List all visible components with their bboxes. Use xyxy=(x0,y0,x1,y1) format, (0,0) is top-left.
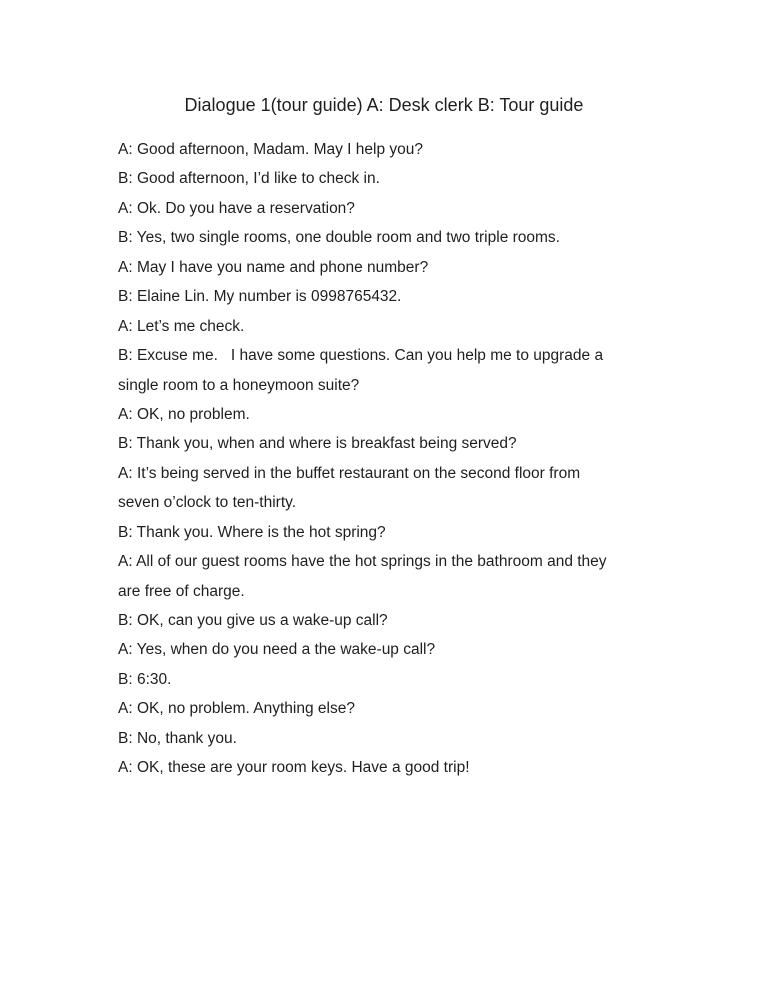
dialogue-line: B: 6:30. xyxy=(118,670,172,688)
dialogue-line: B: Excuse me. I have some questions. Can you help me to upgrade a xyxy=(118,347,604,365)
dialogue-line: B: Elaine Lin. My number is 0998765432. xyxy=(118,288,402,306)
dialogue-line: A: OK, no problem. xyxy=(118,405,250,423)
dialogue-body xyxy=(118,135,672,783)
dialogue-line: B: Thank you, when and where is breakfast being served? xyxy=(118,435,517,453)
dialogue-line: B: OK, can you give us a wake-up call? xyxy=(118,612,388,629)
dialogue-line: A: All of our guest rooms have the hot springs in the bathroom and they xyxy=(118,553,607,571)
dialogue-line: single room to a honeymoon suite? xyxy=(118,376,360,394)
dialogue-line: A: May I have you name and phone number? xyxy=(118,258,429,276)
document-title: Dialogue 1(tour guide) A: Desk clerk B: Tour guide xyxy=(184,95,584,115)
dialogue-line: A: Let’s me check. xyxy=(118,317,245,335)
dialogue-line: B: Thank you. Where is the hot spring? xyxy=(118,523,386,541)
dialogue-line: A: OK, these are your room keys. Have a good trip! xyxy=(118,759,470,777)
dialogue-line: A: OK, no problem. Anything else? xyxy=(118,700,355,718)
dialogue-line: A: Ok. Do you have a reservation? xyxy=(118,199,355,217)
dialogue-line: B: Yes, two single rooms, one double room and two triple rooms. xyxy=(118,229,560,247)
dialogue-line: B: Good afternoon, I’d like to check in. xyxy=(118,170,380,188)
dialogue-line: A: It’s being served in the buffet restaurant on the second floor from xyxy=(118,464,581,482)
dialogue-line: B: No, thank you. xyxy=(118,729,237,747)
dialogue-line: A: Good afternoon, Madam. May I help you? xyxy=(118,141,424,158)
dialogue-line: A: Yes, when do you need a the wake-up call? xyxy=(118,641,436,659)
dialogue-line: seven o’clock to ten-thirty. xyxy=(118,494,297,512)
dialogue-line: are free of charge. xyxy=(118,582,245,600)
